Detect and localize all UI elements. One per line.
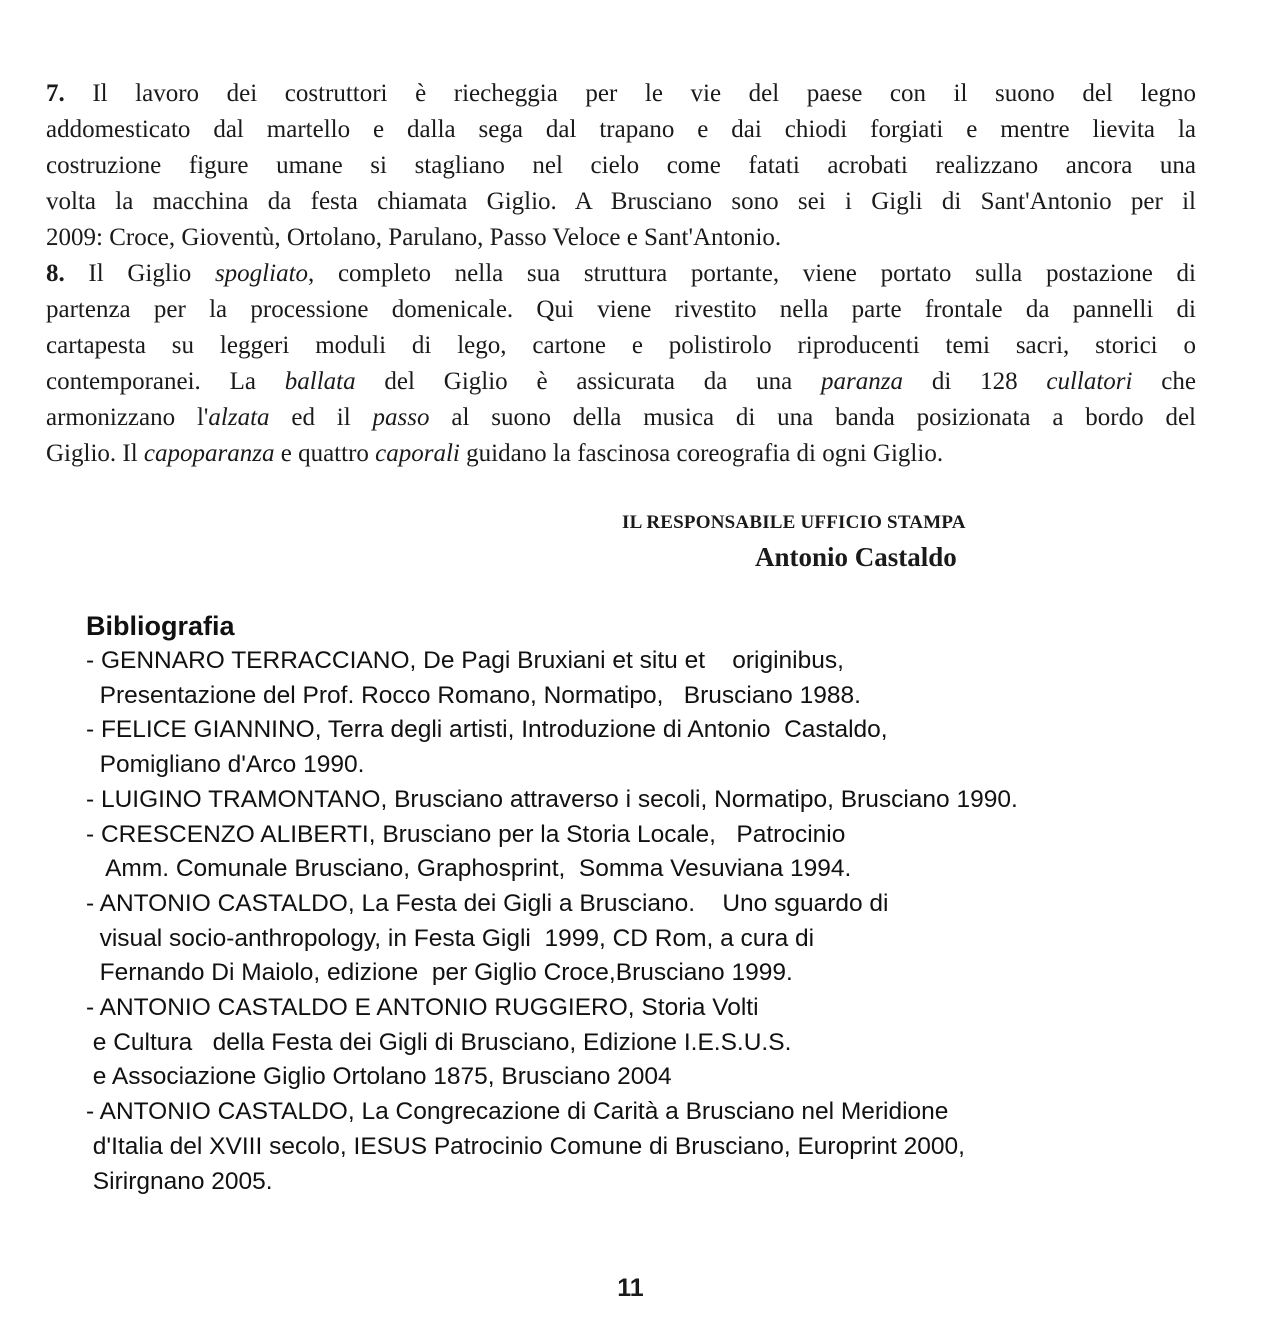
- bibliography: [86, 608, 1018, 1199]
- entry-line: - ANTONIO CASTALDO E ANTONIO RUGGIERO, Storia Volti: [86, 994, 759, 1022]
- entry-line: - ANTONIO CASTALDO, La Congrecazione di Carità a Brusciano nel Meridione: [86, 1098, 949, 1126]
- signature-role: IL RESPONSABILE UFFICIO STAMPA: [622, 512, 966, 533]
- paragraph-line: contemporanei. La ballata del Giglio è assicurata da una paranza di 128 cullatori che: [46, 368, 1196, 395]
- entry-line: Sirirgnano 2005.: [86, 1167, 273, 1195]
- entry-line: Presentazione del Prof. Rocco Romano, Normatipo, Brusciano 1988.: [86, 681, 861, 709]
- paragraph-line: 2009: Croce, Gioventù, Ortolano, Parulano, Passo Veloce e Sant'Antonio.: [46, 224, 782, 251]
- entry-line: e Cultura della Festa dei Gigli di Brusciano, Edizione I.E.S.U.S.: [86, 1028, 792, 1056]
- entry-line: - LUIGINO TRAMONTANO, Brusciano attraverso i secoli, Normatipo, Brusciano 1990.: [86, 785, 1018, 813]
- paragraph-number: 7.: [46, 80, 65, 107]
- bibliography-entry: [86, 887, 1018, 991]
- bibliography-entry: [86, 818, 1018, 887]
- paragraph-line: 7. Il lavoro dei costruttori è riecheggia per le vie del paese con il suono del legno: [46, 80, 1196, 107]
- paragraph-number: 8.: [46, 260, 65, 287]
- entry-line: e Associazione Giglio Ortolano 1875, Brusciano 2004: [86, 1063, 672, 1091]
- bibliography-entry: [86, 783, 1018, 818]
- bibliography-entry: [86, 644, 1018, 713]
- paragraph-line: partenza per la processione domenicale. Qui viene rivestito nella parte frontale da pannelli di: [46, 296, 1196, 323]
- entry-line: - FELICE GIANNINO, Terra degli artisti, Introduzione di Antonio Castaldo,: [86, 716, 888, 744]
- paragraph-8: [46, 256, 1196, 472]
- entry-line: Pomigliano d'Arco 1990.: [86, 751, 365, 779]
- paragraph-line: addomesticato dal martello e dalla sega dal trapano e dai chiodi forgiati e mentre lievita la: [46, 116, 1196, 143]
- signature-name: Antonio Castaldo: [755, 542, 957, 572]
- page-number: 11: [617, 1274, 644, 1302]
- paragraph-7: [46, 76, 1196, 256]
- paragraph-line: volta la macchina da festa chiamata Giglio. A Brusciano sono sei i Gigli di Sant'Antonio per il: [46, 188, 1196, 215]
- entry-line: visual socio-anthropology, in Festa Gigli 1999, CD Rom, a cura di: [86, 924, 815, 952]
- bibliography-entry: [86, 713, 1018, 782]
- bibliography-title: Bibliografia: [86, 611, 235, 641]
- paragraph-line: armonizzano l'alzata ed il passo al suono della musica di una banda posizionata a bordo del: [46, 404, 1196, 431]
- entry-line: Amm. Comunale Brusciano, Graphosprint, Somma Vesuviana 1994.: [86, 855, 852, 883]
- paragraph-line: costruzione figure umane si stagliano nel cielo come fatati acrobati realizzano ancora una: [46, 152, 1196, 179]
- entry-line: - CRESCENZO ALIBERTI, Brusciano per la Storia Locale, Patrocinio: [86, 820, 846, 848]
- bibliography-entry: [86, 1095, 1018, 1199]
- entry-line: - GENNARO TERRACCIANO, De Pagi Bruxiani et situ et originibus,: [86, 647, 844, 674]
- entry-line: d'Italia del XVIII secolo, IESUS Patrocinio Comune di Brusciano, Europrint 2000,: [86, 1132, 965, 1160]
- bibliography-entry: [86, 991, 1018, 1095]
- entry-line: - ANTONIO CASTALDO, La Festa dei Gigli a Brusciano. Uno sguardo di: [86, 889, 889, 917]
- paragraph-line: cartapesta su leggeri moduli di lego, cartone e polistirolo riproducenti temi sacri, storici o: [46, 332, 1196, 359]
- paragraph-line: 8. Il Giglio spogliato, completo nella sua struttura portante, viene portato sulla postazione di: [46, 260, 1196, 287]
- entry-line: Fernando Di Maiolo, edizione per Giglio Croce,Brusciano 1999.: [86, 959, 793, 987]
- paragraph-line: Giglio. Il capoparanza e quattro caporali guidano la fascinosa coreografia di ogni Giglio.: [46, 440, 944, 467]
